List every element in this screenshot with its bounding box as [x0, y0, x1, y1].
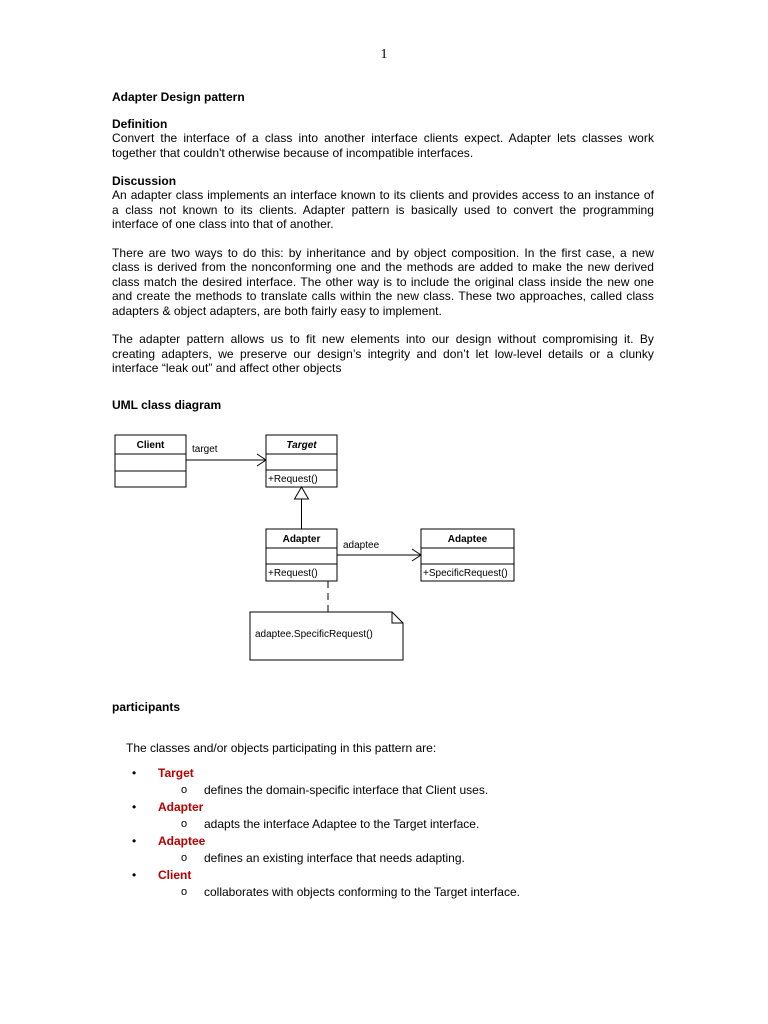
- target-class-method: +Request(): [268, 474, 318, 485]
- page-number: 1: [380, 47, 388, 62]
- adapter-class-name: Adapter: [282, 534, 321, 545]
- client-class-name: Client: [136, 440, 165, 451]
- uml-note-text: adaptee.SpecificRequest(): [255, 629, 373, 640]
- participant-description: defines the domain-specific interface that Client uses.: [204, 783, 489, 797]
- document-body: [112, 90, 654, 412]
- target-class-name: Target: [286, 440, 317, 451]
- list-item: [132, 833, 632, 867]
- generalization-arrowhead: [295, 487, 309, 499]
- uml-svg: [112, 430, 532, 662]
- bullet-icon: •: [132, 868, 137, 882]
- adaptee-class-name: Adaptee: [447, 534, 488, 545]
- sub-bullet-icon: o: [181, 852, 188, 864]
- participants-list: [132, 765, 632, 901]
- participant-description: adapts the interface Adaptee to the Target interface.: [204, 817, 480, 831]
- assoc-adaptee-label: adaptee: [343, 540, 380, 551]
- definition-text: Convert the interface of a class into another interface clients expect. Adapter lets classes work together that couldn't otherwise because of incompatible interfaces.: [112, 131, 654, 160]
- participants-intro: The classes and/or objects participating in this pattern are:: [126, 741, 437, 755]
- adaptee-class-method: +SpecificRequest(): [423, 568, 508, 579]
- participant-name: Client: [158, 868, 192, 882]
- adaptee-class-box: [421, 529, 514, 581]
- participant-description: collaborates with objects conforming to the Target interface.: [204, 885, 520, 899]
- bullet-icon: •: [132, 834, 137, 848]
- list-item: [132, 765, 632, 799]
- sub-bullet-icon: o: [181, 886, 188, 898]
- list-item: [132, 799, 632, 833]
- participant-description: defines an existing interface that needs adapting.: [204, 851, 465, 865]
- participant-name: Adapter: [158, 800, 204, 814]
- participants-heading: participants: [112, 700, 181, 714]
- sub-bullet-icon: o: [181, 784, 188, 796]
- definition-heading: Definition: [112, 117, 168, 131]
- discussion-paragraph-2: There are two ways to do this: by inheritance and by object composition. In the first case, a new class is derived from the nonconforming one and the methods are added to make the new derived class match the desired interface. The other way is to include the original class inside the new one and create the methods to translate calls within the new class. These two approaches, called class adapters & object adapters, are both fairly easy to implement.: [112, 245, 654, 318]
- document-title: Adapter Design pattern: [112, 90, 245, 104]
- list-item: [132, 867, 632, 901]
- uml-class-diagram: [112, 430, 532, 662]
- adapter-class-box: [266, 529, 337, 581]
- participant-name: Adaptee: [158, 834, 206, 848]
- sub-bullet-icon: o: [181, 818, 188, 830]
- discussion-heading: Discussion: [112, 174, 177, 188]
- discussion-paragraph-3: The adapter pattern allows us to fit new elements into our design without compromising it. By creating adapters, we preserve our design’s integrity and don’t let low-level details or a clunky interface “leak out” and affect other objects: [112, 332, 654, 375]
- discussion-paragraph-1: An adapter class implements an interface known to its clients and provides access to an instance of a class not known to its clients. Adapter pattern is basically used to convert the programming interface of one class into that of another.: [112, 188, 654, 231]
- bullet-icon: •: [132, 766, 137, 780]
- uml-heading: UML class diagram: [112, 397, 222, 412]
- client-class-box: [115, 435, 186, 487]
- bullet-icon: •: [132, 800, 137, 814]
- assoc-target-label: target: [192, 444, 218, 455]
- adapter-class-method: +Request(): [268, 568, 318, 579]
- participant-name: Target: [158, 766, 194, 780]
- uml-note: [250, 612, 403, 660]
- target-class-box: [266, 435, 337, 487]
